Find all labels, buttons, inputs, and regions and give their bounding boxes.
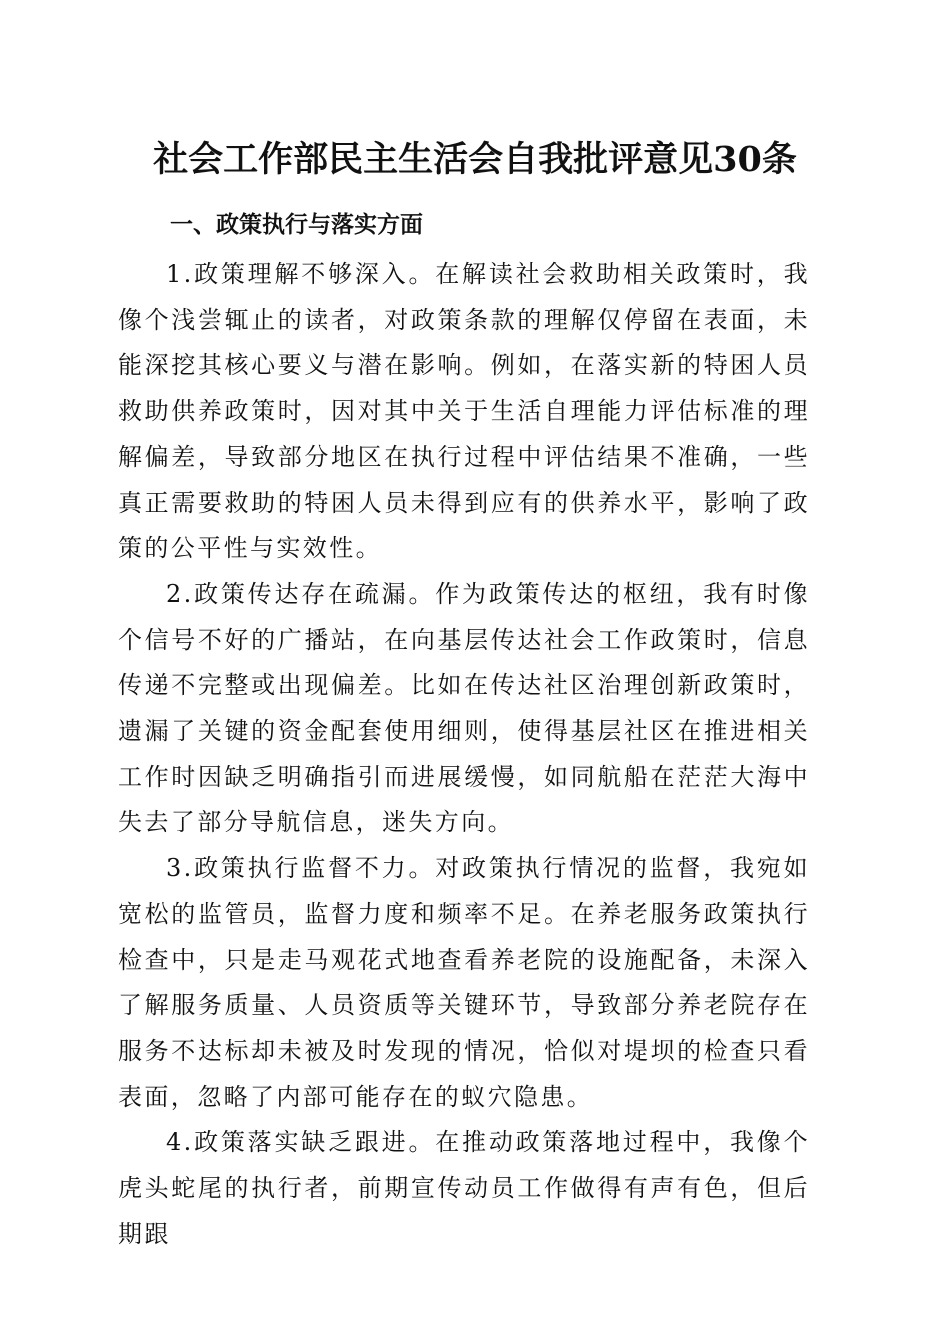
paragraph-item-1: 1.政策理解不够深入。在解读社会救助相关政策时，我像个浅尝辄止的读者，对政策条款的理解仅停留在表面，未能深挖其核心要义与潜在影响。例如，在落实新的特困人员救助供养政策时，因对其中关于生活自理能力评估标准的理解偏差，导致部分地区在执行过程中评估结果不准确，一些真正需要救助的特困人员未得到应有的供养水平，影响了政策的公平性与实效性。 — [118, 260, 810, 563]
paragraph-item-4: 4.政策落实缺乏跟进。在推动政策落地过程中，我像个虎头蛇尾的执行者，前期宣传动员工作做得有声有色，但后期跟 — [118, 1128, 810, 1248]
document-body — [118, 252, 810, 1257]
paragraph-item-2: 2.政策传达存在疏漏。作为政策传达的枢纽，我有时像个信号不好的广播站，在向基层传达社会工作政策时，信息传递不完整或出现偏差。比如在传达社区治理创新政策时，遗漏了关键的资金配套使用细则，使得基层社区在推进相关工作时因缺乏明确指引而进展缓慢，如同航船在茫茫大海中失去了部分导航信息，迷失方向。 — [118, 579, 810, 837]
section-heading: 一、政策执行与落实方面 — [170, 212, 423, 238]
document-title: 社会工作部民主生活会自我批评意见30条 — [153, 139, 797, 180]
paragraph-item-3: 3.政策执行监督不力。对政策执行情况的监督，我宛如宽松的监管员，监督力度和频率不足。在养老服务政策执行检查中，只是走马观花式地查看养老院的设施配备，未深入了解服务质量、人员资质等关键环节，导致部分养老院存在服务不达标却未被及时发现的情况，恰似对堤坝的检查只看表面，忽略了内部可能存在的蚁穴隐患。 — [118, 854, 810, 1111]
